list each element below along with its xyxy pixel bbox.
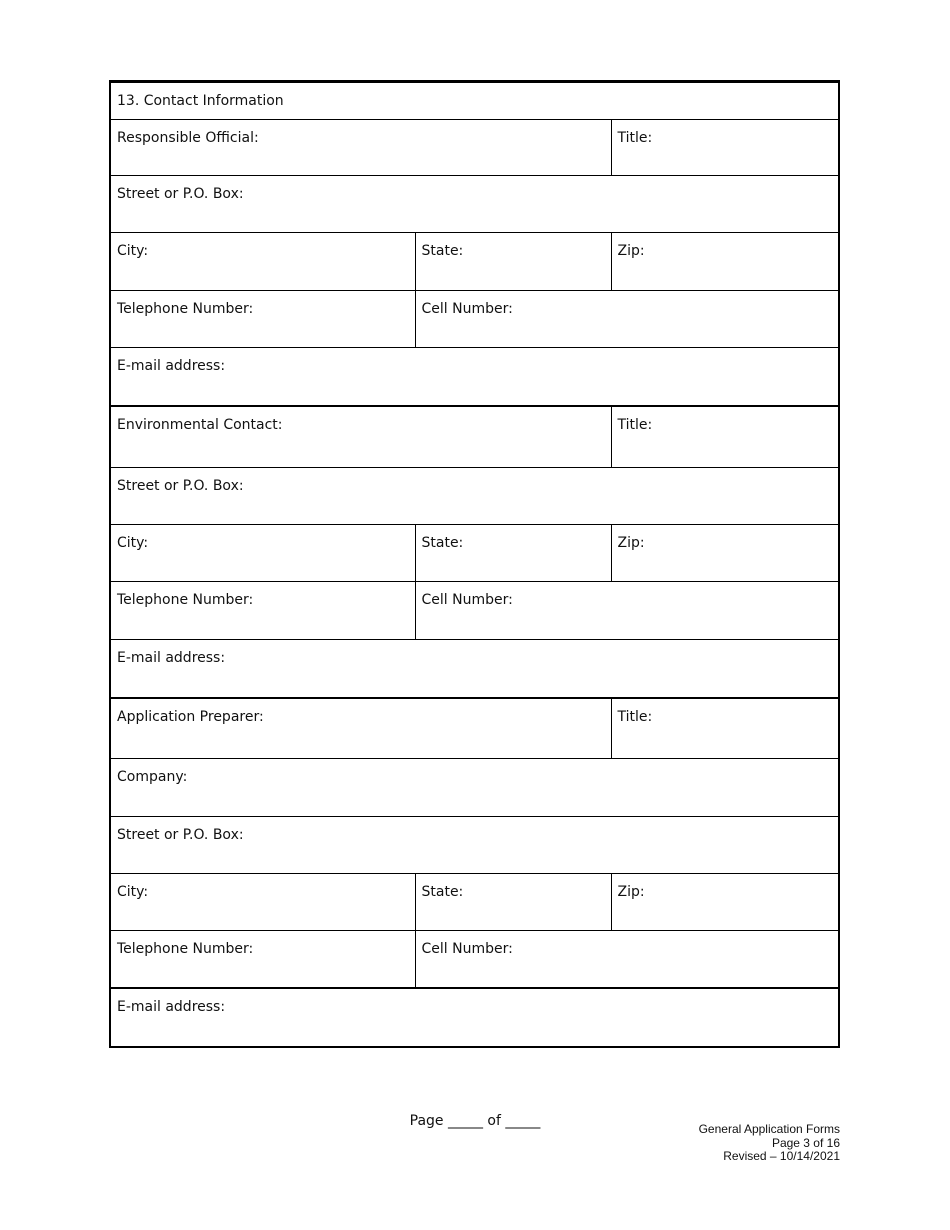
environmental-contact-telephone-field[interactable]: Telephone Number:: [110, 582, 415, 640]
section-title: 13. Contact Information: [110, 82, 839, 120]
environmental-contact-state-field[interactable]: State:: [415, 525, 611, 582]
responsible-official-field[interactable]: Responsible Official:: [110, 120, 611, 176]
responsible-official-cell-field[interactable]: Cell Number:: [415, 291, 839, 348]
environmental-contact-email-field[interactable]: E-mail address:: [110, 640, 839, 698]
contact-information-table: [109, 80, 840, 1048]
form-name: General Application Forms: [698, 1122, 840, 1136]
environmental-contact-field[interactable]: Environmental Contact:: [110, 406, 611, 468]
environmental-contact-street-field[interactable]: Street or P.O. Box:: [110, 468, 839, 525]
page-of-counter: Page _____ of _____: [409, 1113, 541, 1129]
responsible-official-city-field[interactable]: City:: [110, 233, 415, 291]
responsible-official-state-field[interactable]: State:: [415, 233, 611, 291]
application-preparer-company-field[interactable]: Company:: [110, 759, 839, 817]
environmental-contact-city-field[interactable]: City:: [110, 525, 415, 582]
form-footer: [699, 1123, 840, 1164]
application-preparer-field[interactable]: Application Preparer:: [110, 698, 611, 759]
responsible-official-zip-field[interactable]: Zip:: [611, 233, 839, 291]
application-preparer-cell-field[interactable]: Cell Number:: [415, 931, 839, 988]
responsible-official-email-field[interactable]: E-mail address:: [110, 348, 839, 406]
responsible-official-telephone-field[interactable]: Telephone Number:: [110, 291, 415, 348]
environmental-contact-title-field[interactable]: Title:: [611, 406, 839, 468]
application-preparer-city-field[interactable]: City:: [110, 874, 415, 931]
responsible-official-street-field[interactable]: Street or P.O. Box:: [110, 176, 839, 233]
application-preparer-title-field[interactable]: Title:: [611, 698, 839, 759]
page-number: Page 3 of 16: [771, 1135, 840, 1150]
environmental-contact-cell-field[interactable]: Cell Number:: [415, 582, 839, 640]
application-preparer-email-field[interactable]: E-mail address:: [110, 988, 839, 1047]
application-preparer-state-field[interactable]: State:: [415, 874, 611, 931]
application-preparer-street-field[interactable]: Street or P.O. Box:: [110, 817, 839, 874]
environmental-contact-zip-field[interactable]: Zip:: [611, 525, 839, 582]
responsible-official-title-field[interactable]: Title:: [611, 120, 839, 176]
application-preparer-zip-field[interactable]: Zip:: [611, 874, 839, 931]
revision-date: Revised – 10/14/2021: [723, 1149, 840, 1163]
application-preparer-telephone-field[interactable]: Telephone Number:: [110, 931, 415, 988]
